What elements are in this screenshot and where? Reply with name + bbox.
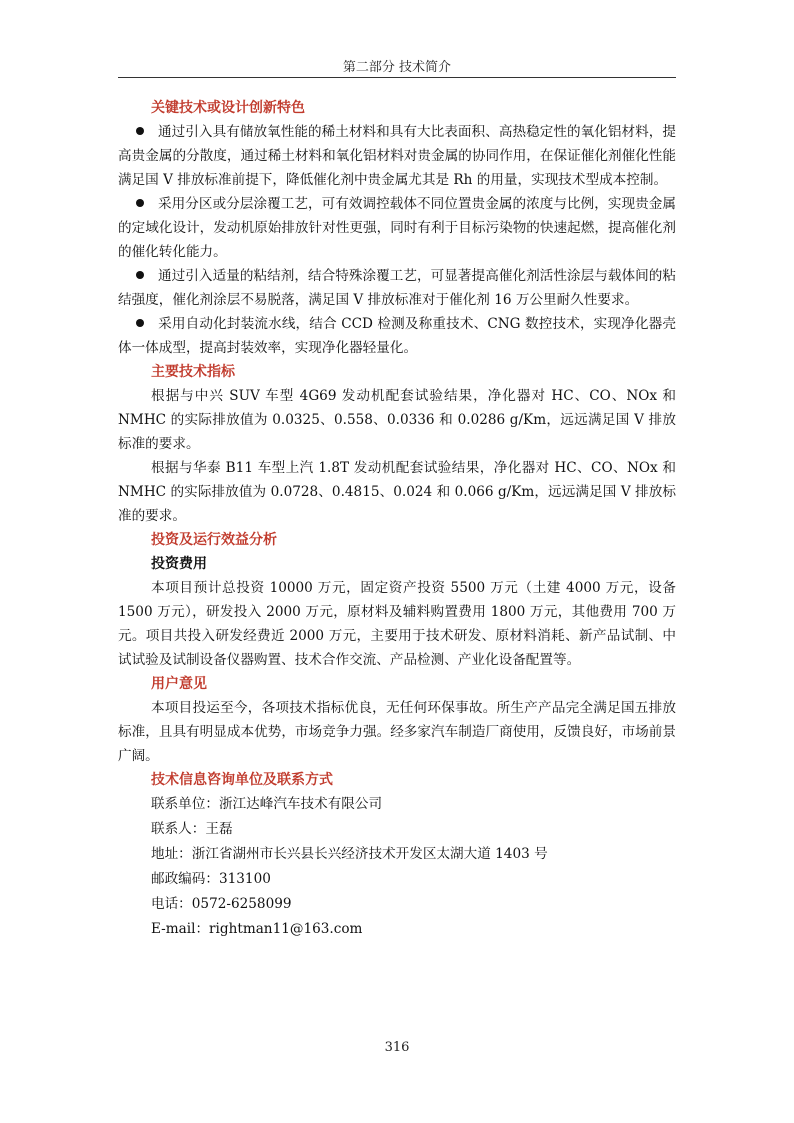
header-divider [118,77,676,78]
feedback-paragraph: 本项目投运至今，各项技术指标优良，无任何环保事故。所生产产品完全满足国五排放标准，且具有明显成本优势，市场竞争力强。经多家汽车制造厂商使用，反馈良好，市场前景广阔。 [118,700,676,764]
bullet-dot-icon [136,199,144,207]
contact-phone: 电话：0572-6258099 [151,896,292,912]
section-title-contact: 技术信息咨询单位及联系方式 [151,772,333,788]
indicator-paragraph: 根据与华泰 B11 车型上汽 1.8T 发动机配套试验结果，净化器对 HC、CO、NOx 和 NMHC 的实际排放值为 0.0728、0.4815、0.024 和 0.066 g/Km，远远满足国 V 排放标准的要求。 [118,460,676,524]
running-header: 第二部分 技术简介 [342,60,452,75]
contact-person: 联系人：王磊 [151,821,233,837]
contact-postcode: 邮政编码：313100 [151,871,271,887]
page-number: 316 [384,1040,410,1055]
bullet-item [118,264,676,312]
section-title-feedback: 用户意见 [151,676,207,692]
bullet-dot-icon [136,271,144,279]
bullet-item [118,120,676,192]
investment-paragraph: 本项目预计总投资 10000 万元，固定资产投资 5500 万元（土建 4000 万元，设备 1500 万元），研发投入 2000 万元，原材料及辅料购置费用 1800 万元，其他费用 700 万元。项目共投入研发经费近 2000 万元，主要用于技术研发、原材料消耗、新产品试制、中试试验及试制设备仪器购置、技术合作交流、产品检测、产业化设备配置等。 [118,580,676,668]
bullet-dot-icon [136,319,144,327]
contact-unit: 联系单位：浙江达峰汽车技术有限公司 [151,796,383,812]
bullet-text: 采用分区或分层涂覆工艺，可有效调控载体不同位置贵金属的浓度与比例，实现贵金属的定域化设计，发动机原始排放针对性更强，同时有利于目标污染物的快速起燃，提高催化剂的催化转化能力。 [118,196,676,260]
section-title-innovation: 关键技术或设计创新特色 [151,100,305,116]
section-title-indicators: 主要技术指标 [151,364,235,380]
bullet-text: 通过引入适量的粘结剂，结合特殊涂覆工艺，可显著提高催化剂活性涂层与载体间的粘结强度，催化剂涂层不易脱落，满足国 V 排放标准对于催化剂 16 万公里耐久性要求。 [118,268,676,308]
bullet-item [118,312,676,360]
bullet-dot-icon [136,127,144,135]
contact-address: 地址：浙江省湖州市长兴县长兴经济技术开发区太湖大道 1403 号 [151,846,548,862]
bullet-text: 通过引入具有储放氧性能的稀土材料和具有大比表面积、高热稳定性的氧化铝材料，提高贵金属的分散度，通过稀土材料和氧化铝材料对贵金属的协同作用，在保证催化剂催化性能满足国 V 排放标准前提下，降低催化剂中贵金属尤其是 Rh 的用量，实现技术型成本控制。 [118,124,676,188]
indicator-paragraph: 根据与中兴 SUV 车型 4G69 发动机配套试验结果，净化器对 HC、CO、NOx 和 NMHC 的实际排放值为 0.0325、0.558、0.0336 和 0.0286 g/Km，远远满足国 V 排放标准的要求。 [118,388,676,452]
section-title-investment: 投资及运行效益分析 [151,532,277,548]
bullet-item [118,192,676,264]
page-body [118,96,676,942]
subsection-title-cost: 投资费用 [151,556,207,572]
contact-email: E-mail：rightman11@163.com [151,921,363,937]
bullet-text: 采用自动化封装流水线，结合 CCD 检测及称重技术、CNG 数控技术，实现净化器壳体一体成型，提高封装效率，实现净化器轻量化。 [118,316,676,356]
